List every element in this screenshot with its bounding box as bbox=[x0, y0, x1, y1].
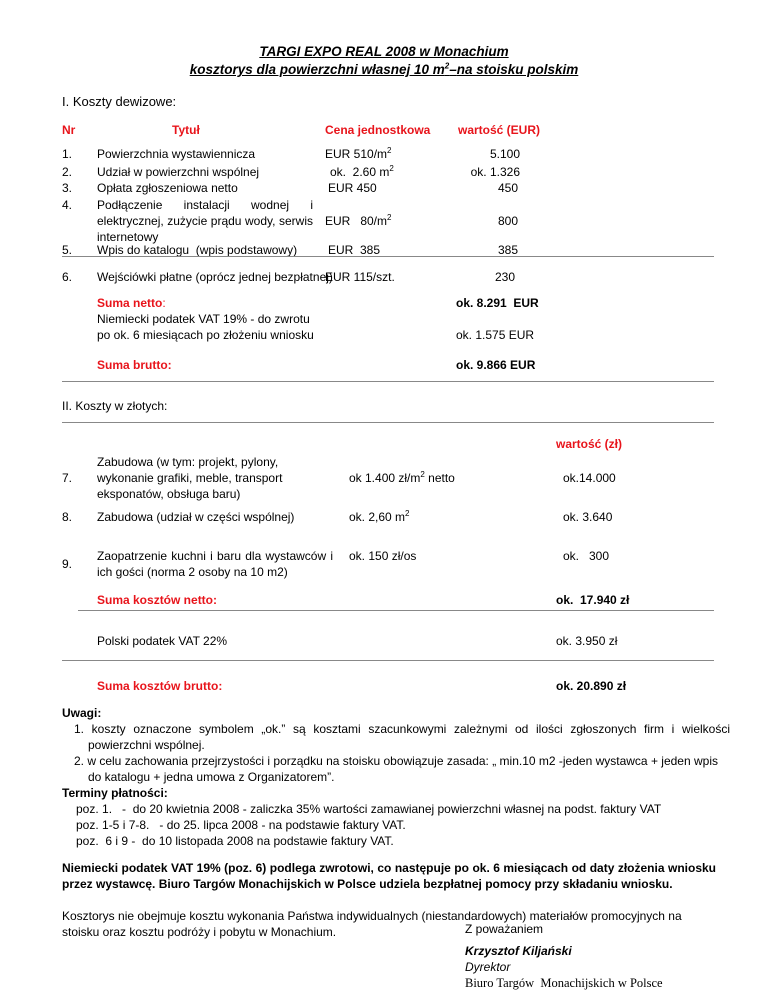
row-price: EUR 450 bbox=[328, 181, 377, 195]
section2-heading: II. Koszty w złotych: bbox=[62, 399, 168, 413]
row-nr: 7. bbox=[62, 471, 73, 485]
row-title: Powierzchnia wystawiennicza bbox=[97, 147, 256, 161]
row-price: EUR 115/szt. bbox=[325, 270, 395, 284]
row-nr: 5. bbox=[62, 243, 73, 257]
row-nr: 1. bbox=[62, 147, 73, 161]
row-nr: 8. bbox=[62, 510, 73, 524]
divider bbox=[62, 381, 714, 382]
signature-greeting: Z poważaniem bbox=[465, 922, 544, 936]
row-title: Zabudowa (w tym: projekt, pylony, wykonanie grafiki, meble, transport eksponatów, obsługa baru) bbox=[97, 455, 283, 501]
signature-org: Biuro Targów Monachijskich w Polsce bbox=[465, 976, 663, 990]
row-price: ok 1.400 $zł/m^2$ netto bbox=[349, 470, 455, 485]
cost-exclusions-paragraph: Kosztorys nie obejmuje kosztu wykonania Państwa indywidualnych (niestandardowych) materiałów promocyjnych na stoisku oraz kosztu podróży i pobytu w Monachium. bbox=[62, 909, 682, 939]
pln-net-sum-value: ok. 17.940 zł bbox=[556, 593, 630, 607]
term-item: poz. 1-5 i 7-8. - do 25. lipca 2008 - na podstawie faktury VAT. bbox=[76, 818, 406, 832]
subtitle-sup: 2 bbox=[444, 61, 450, 71]
pln-vat-value: ok. 3.950 zł bbox=[556, 634, 618, 648]
row-value: 800 bbox=[497, 214, 518, 228]
header-nr: Nr bbox=[62, 123, 76, 137]
doc-title: TARGI EXPO REAL 2008 w Monachium bbox=[259, 44, 509, 59]
net-sum-label: Suma netto: bbox=[97, 296, 166, 310]
divider bbox=[62, 256, 714, 257]
row-nr: 4. bbox=[62, 198, 73, 212]
vat-label: Niemiecki podatek VAT 19% - do zwrotu po ok. 6 miesiącach po złożeniu wniosku bbox=[97, 312, 314, 342]
row-price: EUR 385 bbox=[328, 243, 381, 257]
row-value: 230 bbox=[494, 270, 515, 284]
row-title: Zaopatrzenie kuchni i baru dla wystawców i ich gości (norma 2 osoby na 10 m2) bbox=[97, 549, 333, 579]
terms-heading: Terminy płatności: bbox=[62, 786, 168, 800]
note-item: 2. w celu zachowania przejrzystości i porządku na stoisku obowiązuje zasada: „ min.10 m2 -jeden wystawca + jeden wpis do katalogu + jedna umowa z Organizatorem”. bbox=[74, 754, 718, 784]
net-sum-value: ok. 8.291 EUR bbox=[456, 296, 539, 310]
row-value: ok.14.000 bbox=[563, 471, 616, 485]
row-value: 450 bbox=[497, 181, 518, 195]
section1-heading: I. Koszty dewizowe: bbox=[62, 94, 177, 109]
term-item: poz. 6 i 9 - do 10 listopada 2008 na podstawie faktury VAT. bbox=[76, 834, 394, 848]
header-value-pln: wartość (zł) bbox=[556, 437, 623, 451]
subtitle-text: kosztorys dla powierzchni własnej 10 m bbox=[189, 62, 445, 77]
header-value: wartość (EUR) bbox=[458, 123, 541, 137]
row-title: Opłata zgłoszeniowa netto bbox=[97, 181, 238, 195]
row-value: ok. 300 bbox=[563, 549, 610, 563]
row-nr: 3. bbox=[62, 181, 73, 195]
pln-gross-sum-label: Suma kosztów brutto: bbox=[97, 679, 223, 693]
row-title: Wejściówki płatne (oprócz jednej bezpłatnej) bbox=[97, 270, 333, 284]
signature-role: Dyrektor bbox=[465, 960, 511, 974]
divider bbox=[62, 422, 714, 423]
doc-subtitle: kosztorys dla powierzchni własnej 10 $m^2-na$ stoisku polskim bbox=[189, 61, 579, 77]
header-title: Tytuł bbox=[172, 123, 200, 137]
row-nr: 6. bbox=[62, 270, 73, 284]
row-price: ok. 2.60 $m^2$ bbox=[330, 164, 394, 179]
row-nr: 2. bbox=[62, 165, 73, 179]
row-title: Podłączenie instalacji wodnej i elektrycznej, zużycie prądu wody, serwis internetowy bbox=[97, 198, 313, 244]
row-value: ok. 1.326 bbox=[470, 165, 520, 179]
row-value: ok. 3.640 bbox=[563, 510, 613, 524]
row-value: 385 bbox=[497, 243, 518, 257]
vat-value: ok. 1.575 EUR bbox=[456, 328, 535, 342]
row-price: ok. 2,60 $m^2$ bbox=[349, 509, 410, 524]
note-item: 1. koszty oznaczone symbolem „ok.” są kosztami szacunkowymi zależnymi od ilości zgłoszonych firm i wielkości powierzchni wspólnej. bbox=[74, 722, 730, 752]
row-title: Udział w powierzchni wspólnej bbox=[97, 165, 260, 179]
row-value: 5.100 bbox=[489, 147, 520, 161]
pln-vat-label: Polski podatek VAT 22% bbox=[97, 634, 228, 648]
row-nr: 9. bbox=[62, 557, 73, 571]
divider bbox=[62, 660, 714, 661]
header-price: Cena jednostkowa bbox=[325, 123, 431, 137]
gross-sum-value: ok. 9.866 EUR bbox=[456, 358, 536, 372]
divider bbox=[78, 610, 714, 611]
term-item: poz. 1. - do 20 kwietnia 2008 - zaliczka 35% wartości zamawianej powierzchni własnej na podst. faktury VAT bbox=[76, 802, 662, 816]
pln-net-sum-label: Suma kosztów netto: bbox=[97, 593, 218, 607]
row-price: ok. 150 zł/os bbox=[349, 549, 417, 563]
pln-gross-sum-value: ok. 20.890 zł bbox=[556, 679, 627, 693]
notes-heading: Uwagi: bbox=[62, 706, 102, 720]
row-price: EUR $510/m^2$ bbox=[325, 146, 392, 161]
subtitle-end: na stoisku polskim bbox=[456, 62, 579, 77]
row-title: Wpis do katalogu (wpis podstawowy) bbox=[97, 243, 298, 257]
row-price: EUR $80/m^2$ bbox=[325, 213, 392, 228]
signature-name: Krzysztof Kiljański bbox=[465, 944, 572, 958]
gross-sum-label: Suma brutto: bbox=[97, 358, 172, 372]
vat-refund-paragraph: Niemiecki podatek VAT 19% (poz. 6) podlega zwrotowi, co następuje po ok. 6 miesiącach od daty złożenia wniosku przez wystawcę. Biuro Targów Monachijskich w Polsce udziela bezpłatnej pomocy przy składaniu wniosku. bbox=[62, 861, 716, 891]
row-title: Zabudowa (udział w części wspólnej) bbox=[97, 510, 295, 524]
